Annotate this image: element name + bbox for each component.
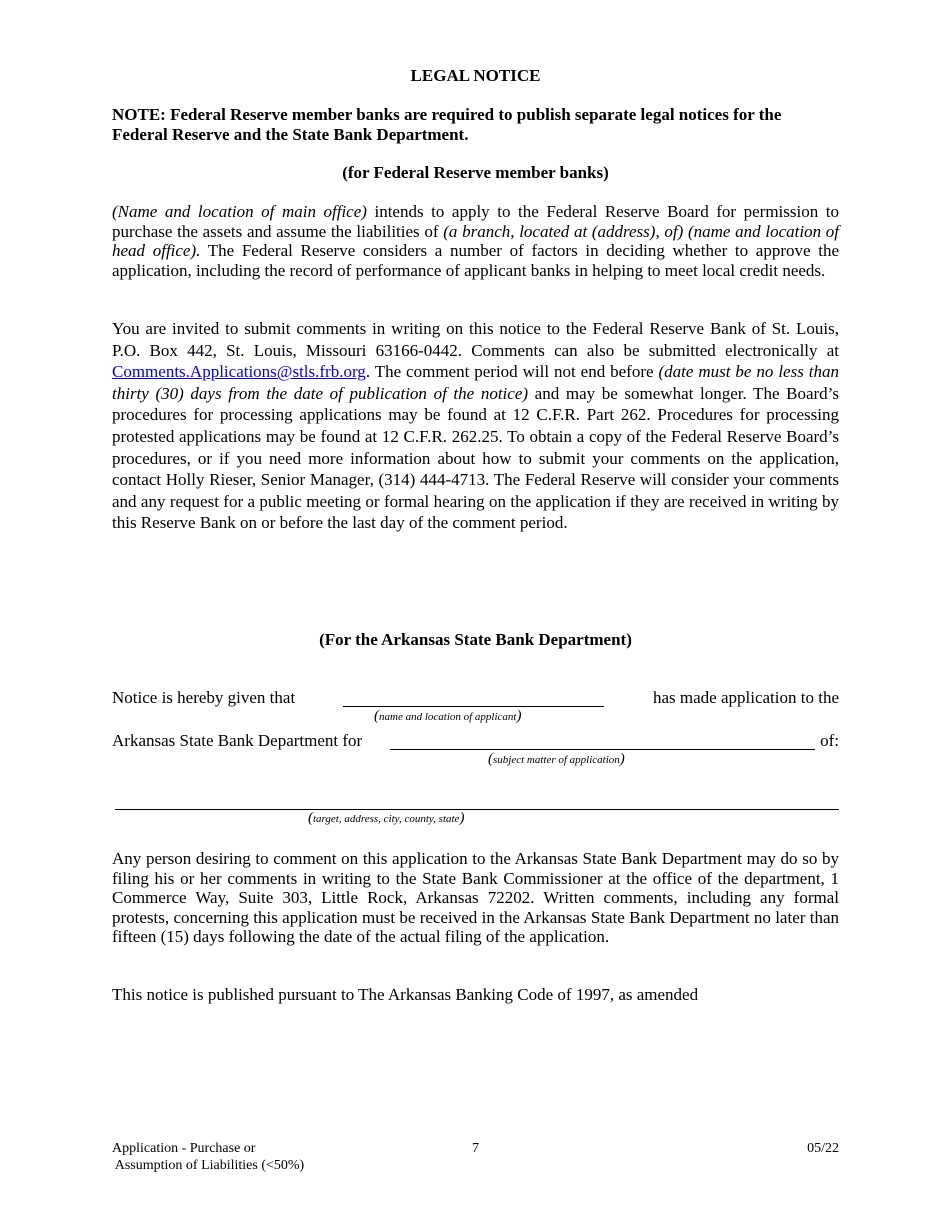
footer-left-line2: Assumption of Liabilities (<50%) [112,1158,305,1173]
fed-p1-text-1: intends to apply to the Federal Reserve Board for permission to purchase the assets and assume the liabilities of [112,202,839,241]
fed-p2-text-1: You are invited to submit comments in writing on this notice to the Federal Reserve Bank of St. Louis, P.O. Box 442, St. Louis, Missouri 63166-0442. Comments can also be submitted electronically at [112,319,839,360]
fed-p1-italic-2: (a branch, located at (address), of) (name and location of head office). [112,221,839,261]
line1-suffix: has made application to the [653,688,839,707]
comments-email-link[interactable]: Comments.Applications@stls.frb.org [112,362,366,382]
target-blank [115,791,839,810]
page-title: LEGAL NOTICE [410,66,541,85]
footer-date: 05/22 [807,1141,839,1156]
fed-p1-italic-1: (Name and location of main office) [112,202,367,221]
subject-blank [390,731,815,750]
note-text: NOTE: Federal Reserve member banks are required to publish separate legal notices for the Federal Reserve and the State Bank Department. [112,105,782,144]
fed-section-heading: (for Federal Reserve member banks) [342,163,609,182]
applicant-blank [343,688,604,707]
line1-prefix: Notice is hereby given that [112,688,296,707]
subject-caption: (subject matter of application) [488,751,625,767]
caption1-text: name and location of applicant [379,711,517,723]
fed-paragraph-2 [112,318,839,534]
fed-p1-text-2: The Federal Reserve considers a number of factors in deciding whether to approve the application, including the record of performance of applicant banks in helping to meet local credit needs. [112,241,839,280]
state-paragraph-2: This notice is published pursuant to The Arkansas Banking Code of 1997, as amended [112,985,699,1004]
fed-p2-italic-1: (date must be no less than thirty (30) days from the date of publication of the notice) [112,362,839,403]
line2-suffix: of: [820,731,839,750]
line2-prefix: Arkansas State Bank Department for [112,731,363,750]
state-paragraph-1: Any person desiring to comment on this application to the Arkansas State Bank Department may do so by filing his or her comments in writing to the State Bank Commissioner at the office of the department, 1 Commerce Way, Suite 303, Little Rock, Arkansas 72202. Written comments, including any formal protests, concerning this application must be received in the Arkansas State Bank Department no later than fifteen (15) days following the date of the actual filing of the application. [112,849,839,947]
footer-left-line1: Application - Purchase or [112,1141,256,1156]
applicant-caption: (name and location of applicant) [374,708,522,724]
caption3-text: target, address, city, county, state [313,813,460,825]
state-section-heading: (For the Arkansas State Bank Department) [319,630,632,649]
applicant-line [112,688,839,710]
fed-paragraph-1 [112,202,839,280]
target-caption: (target, address, city, county, state) [308,810,465,826]
fed-p2-text-3: and may be somewhat longer. The Board’s procedures for processing applications may be found at 12 C.F.R. Part 262. Procedures for processing protested applications may be found at 12 C.F.R. 262.25. To obtain a copy of the Federal Reserve Board’s procedures, or if you need more information about how to submit your comments on the application, contact Holly Rieser, Senior Manager, (314) 444-4713. The Federal Reserve will consider your comments and any request for a public meeting or formal hearing on the application if they are received in writing by this Reserve Bank on or before the last day of the comment period. [112,383,840,533]
page-number: 7 [472,1141,479,1156]
subject-line [112,731,839,753]
fed-p2-text-2: . The comment period will not end before [365,362,659,382]
caption2-text: subject matter of application [493,754,620,766]
